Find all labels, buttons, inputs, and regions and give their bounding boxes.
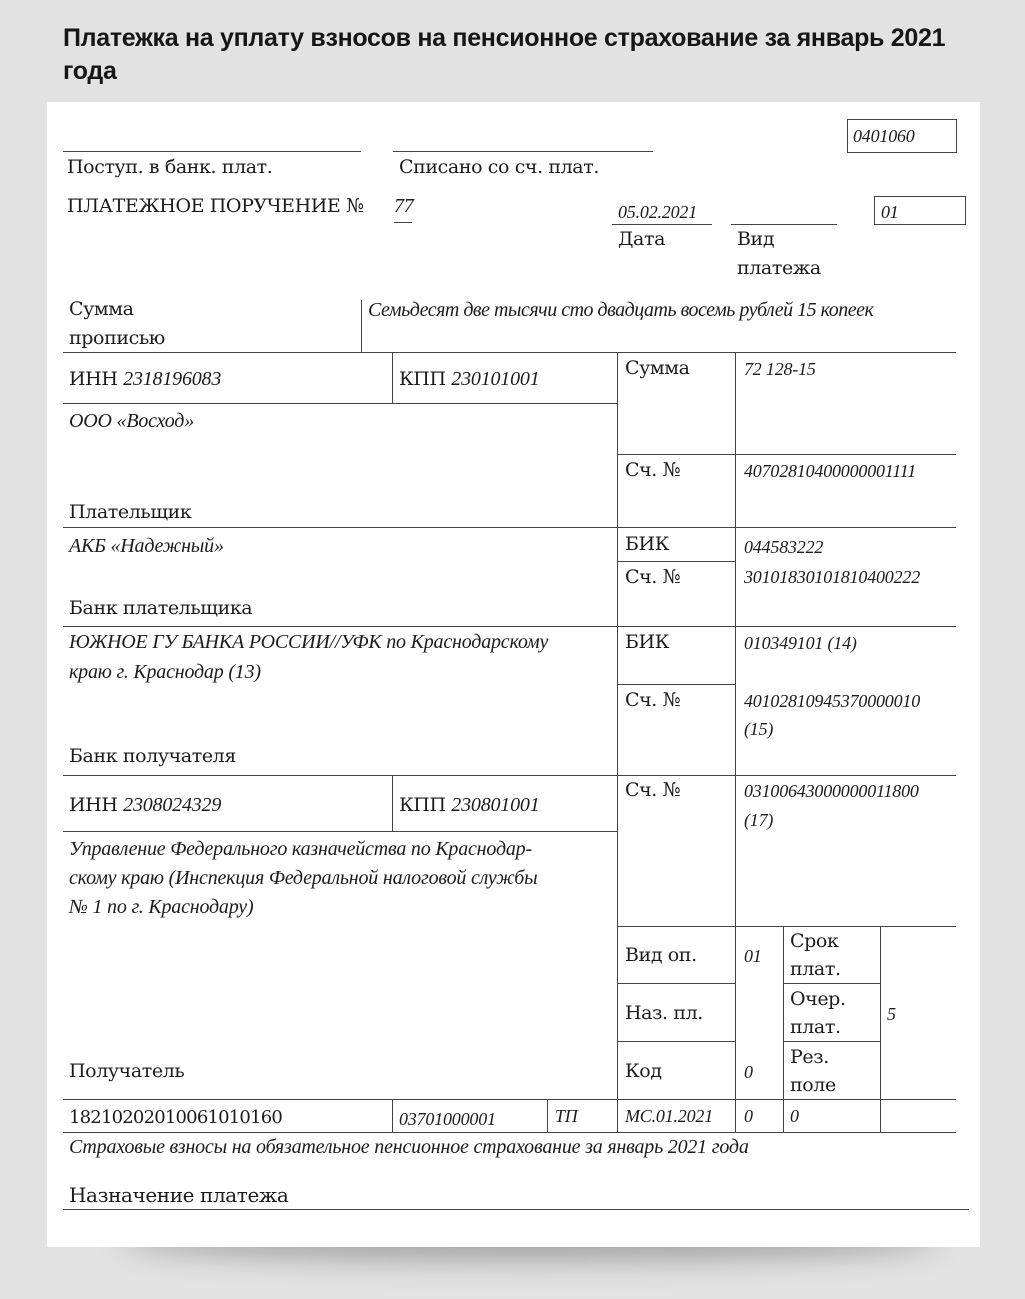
period[interactable]: МС.01.2021 [625,1106,714,1126]
priority-value[interactable]: 5 [887,1004,896,1024]
payment-purpose-text[interactable]: Страховые взносы на обязательное пенсионное страхование за январь 2021 года [69,1136,749,1158]
form-title: ПЛАТЕЖНОЕ ПОРУЧЕНИЕ № [67,195,364,217]
payer-bank-bik[interactable]: 044583222 [744,537,824,557]
payer-bank-account-label: Сч. № [625,566,681,588]
purpose-code-label: Наз. пл. [625,1002,703,1024]
op-type-label: Вид оп. [625,944,697,966]
date-label: Дата [618,228,666,250]
amount-label: Сумма [625,357,690,379]
code-label: Код [625,1060,662,1082]
payer-account[interactable]: 40702810400000001111 [744,461,916,481]
payee-bank-label: Банк получателя [69,745,236,767]
payee-inn[interactable]: 2308024329 [123,794,222,816]
divider [547,1099,548,1132]
payee-inn-label: ИНН 2308024329 [69,794,222,816]
payer-bank-bik-label: БИК [625,533,670,555]
payer-inn[interactable]: 2318196083 [123,368,222,390]
divider [63,1209,969,1210]
okud-code: 0401060 [853,126,915,146]
payer-inn-label: ИНН 2318196083 [69,368,222,390]
doc-date[interactable]: 0 [790,1106,799,1126]
divider [735,352,736,1099]
payer-kpp-label: КПП 230101001 [399,368,540,390]
amount-words-label: Сумма [69,298,134,320]
payee-bank-name-2[interactable]: краю г. Краснодар (13) [69,661,261,683]
payer-label: Плательщик [69,501,192,523]
divider [783,1041,880,1042]
divider [617,561,735,562]
order-number-underline [394,222,412,223]
priority-label-1: Очер. [790,988,846,1010]
divider [63,352,956,353]
payee-name-3[interactable]: № 1 по г. Краснодару) [69,896,254,918]
divider [617,926,956,927]
payer-bank-name[interactable]: АКБ «Надежный» [69,535,224,557]
reserved-label-2: поле [790,1074,836,1096]
payee-name-2[interactable]: скому краю (Инспекция Федеральной налоговой службы [69,867,538,889]
payee-label: Получатель [69,1060,185,1082]
divider [880,1099,881,1132]
page-heading: Платежка на уплату взносов на пенсионное страхование за январь 2021 года [63,24,946,85]
payee-account-1[interactable]: 03100643000000011800 [744,781,919,801]
received-line [63,151,361,152]
payer-bank-account[interactable]: 30101830101810400222 [744,567,921,587]
oktmo[interactable]: 03701000001 [399,1109,496,1129]
divider [392,775,393,831]
due-label-2: плат. [790,958,841,980]
payer-account-label: Сч. № [625,459,681,481]
divider [63,1099,956,1100]
divider [735,1099,736,1132]
payee-account-2: (17) [744,810,774,830]
payee-bank-bik-label: БИК [625,631,670,653]
payment-type-label: Вид [737,228,775,250]
divider [63,831,617,832]
order-number[interactable]: 77 [394,195,414,217]
divider [63,775,956,776]
payee-name-1[interactable]: Управление Федерального казначейства по Краснодар- [69,838,532,860]
payee-bank-account-2: (15) [744,719,774,739]
doc-number[interactable]: 0 [744,1106,753,1126]
code-value[interactable]: 0 [744,1062,753,1082]
payer-bank-label: Банк плательщика [69,597,253,619]
amount-in-words[interactable]: Семьдесят две тысячи сто двадцать восемь рублей 15 копеек [368,299,874,321]
debited-label: Списано со сч. плат. [399,156,599,178]
payee-kpp-label: КПП 230801001 [399,794,540,816]
payment-purpose-label: Назначение платежа [69,1183,289,1207]
due-label-1: Срок [790,930,839,952]
divider [361,300,362,352]
op-type[interactable]: 01 [744,946,762,966]
payee-bank-name-1[interactable]: ЮЖНОЕ ГУ БАНКА РОССИИ//УФК по Краснодарскому [69,631,549,653]
amount-words-label-2: прописью [69,327,165,349]
divider [783,983,880,984]
payer-name[interactable]: ООО «Восход» [69,410,194,432]
divider [880,926,881,1099]
divider [617,352,618,1099]
divider [392,352,393,403]
payee-bank-account-label: Сч. № [625,689,681,711]
divider [63,626,956,627]
divider [617,1099,618,1132]
divider [617,1041,735,1042]
divider [63,403,617,404]
kbk[interactable]: 18210202010061010160 [69,1107,283,1128]
divider [783,926,784,1099]
payee-bank-account-1[interactable]: 40102810945370000010 [744,691,921,711]
payer-status[interactable]: 01 [881,202,899,222]
divider [392,1099,393,1132]
divider [783,1099,784,1132]
payer-kpp[interactable]: 230101001 [451,368,540,390]
payee-account-label: Сч. № [625,779,681,801]
payee-bank-bik[interactable]: 010349101 (14) [744,633,857,653]
date-value[interactable]: 05.02.2021 [618,202,698,222]
amount-value[interactable]: 72 128-15 [744,359,816,379]
divider [63,527,956,528]
reserved-label-1: Рез. [790,1046,829,1068]
basis[interactable]: ТП [555,1106,578,1126]
payment-order-form [47,102,980,1247]
payment-type-label-2: платежа [737,257,821,279]
divider [617,684,735,685]
received-label: Поступ. в банк. плат. [67,156,273,178]
priority-label-2: плат. [790,1016,841,1038]
debited-line [393,151,653,152]
divider [617,983,735,984]
payee-kpp[interactable]: 230801001 [451,794,540,816]
divider [617,454,956,455]
